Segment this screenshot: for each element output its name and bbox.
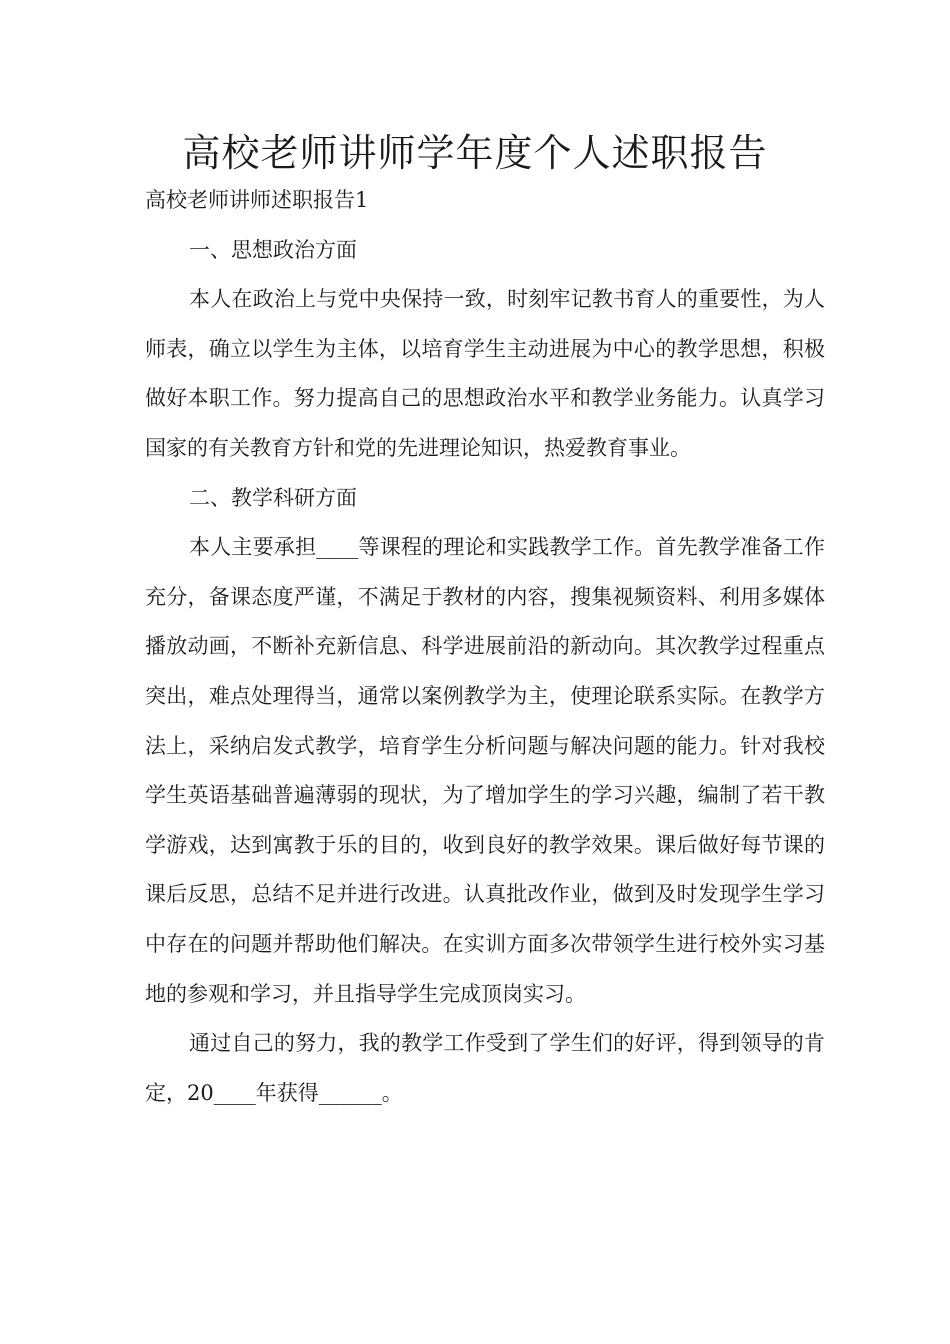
section-heading-ideology: 一、思想政治方面	[189, 237, 357, 262]
paragraph-teaching: 本人主要承担____等课程的理论和实践教学工作。首先教学准备工作充分，备课态度严谨，不满足于教材的内容，搜集视频资料、利用多媒体播放动画，不断补充新信息、科学进展前沿的新动向。其次教学过程重点突出，难点处理得当，通常以案例教学为主，使理论联系实际。在教学方法上，采纳启发式教学，培育学生分析问题与解决问题的能力。针对我校学生英语基础普遍薄弱的现状，为了增加学生的学习兴趣，编制了若干教学游戏，达到寓教于乐的目的，收到良好的教学效果。课后做好每节课的课后反思，总结不足并进行改进。认真批改作业，做到及时发现学生学习中存在的问题并帮助他们解决。在实训方面多次带领学生进行校外实习基地的参观和学习，并且指导学生完成顶岗实习。	[145, 535, 825, 1006]
report-subtitle: 高校老师讲师述职报告1	[145, 188, 369, 212]
document-title: 高校老师讲师学年度个人述职报告	[182, 131, 768, 175]
section-heading-teaching: 二、教学科研方面	[189, 485, 357, 510]
paragraph-ideology: 本人在政治上与党中央保持一致，时刻牢记教书育人的重要性，为人师表，确立以学生为主体，以培育学生主动进展为中心的教学思想，积极做好本职工作。努力提高自己的思想政治水平和教学业务能力。认真学习国家的有关教育方针和党的先进理论知识，热爱教育事业。	[145, 287, 825, 460]
paragraph-closing: 通过自己的努力，我的教学工作受到了学生们的好评，得到领导的肯定，20____年获得______。	[145, 1031, 825, 1105]
document-body	[145, 176, 825, 1118]
